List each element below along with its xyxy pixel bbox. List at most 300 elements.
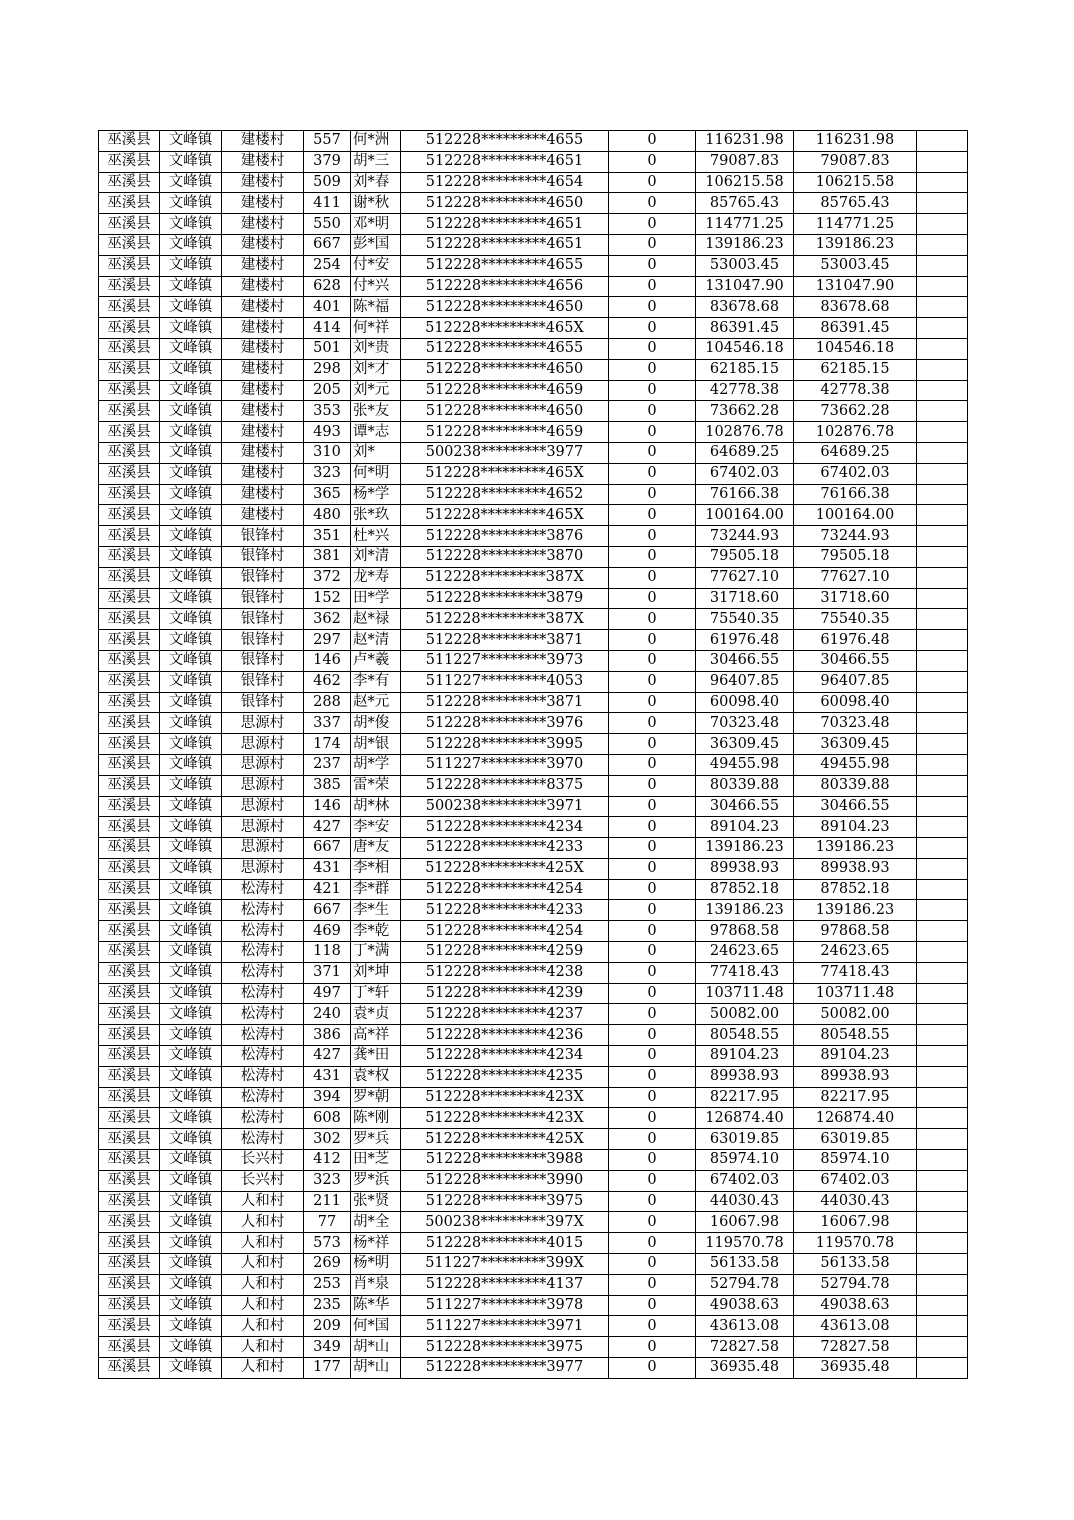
county-cell: 巫溪县 [99, 463, 160, 484]
amount-cell: 79505.18 [696, 546, 794, 567]
amount-zero-cell: 0 [609, 1004, 696, 1025]
amount-zero-cell: 0 [609, 463, 696, 484]
id-number-cell: 512228*********4233 [401, 900, 609, 921]
id-number-cell: 512228*********3976 [401, 713, 609, 734]
village-cell: 银锋村 [222, 671, 304, 692]
name-cell: 唐*友 [351, 838, 401, 859]
amount-zero-cell: 0 [609, 942, 696, 963]
id-number-cell: 512228*********387X [401, 567, 609, 588]
amount-zero-cell: 0 [609, 484, 696, 505]
id-number-cell: 511227*********4053 [401, 671, 609, 692]
remark-cell [917, 338, 968, 359]
area-cell: 177 [304, 1358, 351, 1379]
remark-cell [917, 713, 968, 734]
total-cell: 56133.58 [794, 1254, 917, 1275]
village-cell: 建楼村 [222, 338, 304, 359]
remark-cell [917, 838, 968, 859]
amount-zero-cell: 0 [609, 983, 696, 1004]
name-cell: 刘*贵 [351, 338, 401, 359]
remark-cell [917, 1004, 968, 1025]
amount-zero-cell: 0 [609, 422, 696, 443]
total-cell: 114771.25 [794, 214, 917, 235]
area-cell: 146 [304, 796, 351, 817]
remark-cell [917, 151, 968, 172]
county-cell: 巫溪县 [99, 942, 160, 963]
name-cell: 龚*田 [351, 1046, 401, 1067]
town-cell: 文峰镇 [160, 1274, 222, 1295]
town-cell: 文峰镇 [160, 338, 222, 359]
name-cell: 赵*禄 [351, 609, 401, 630]
county-cell: 巫溪县 [99, 214, 160, 235]
village-cell: 松涛村 [222, 1087, 304, 1108]
village-cell: 松涛村 [222, 1108, 304, 1129]
county-cell: 巫溪县 [99, 1337, 160, 1358]
town-cell: 文峰镇 [160, 1170, 222, 1191]
table-row [99, 734, 968, 755]
town-cell: 文峰镇 [160, 1066, 222, 1087]
area-cell: 431 [304, 1066, 351, 1087]
village-cell: 建楼村 [222, 359, 304, 380]
id-number-cell: 512228*********4659 [401, 422, 609, 443]
id-number-cell: 512228*********423X [401, 1087, 609, 1108]
total-cell: 64689.25 [794, 442, 917, 463]
county-cell: 巫溪县 [99, 1316, 160, 1337]
county-cell: 巫溪县 [99, 1150, 160, 1171]
amount-cell: 43613.08 [696, 1316, 794, 1337]
amount-cell: 73244.93 [696, 526, 794, 547]
table-row [99, 692, 968, 713]
id-number-cell: 512228*********465X [401, 505, 609, 526]
id-number-cell: 512228*********4235 [401, 1066, 609, 1087]
amount-cell: 61976.48 [696, 630, 794, 651]
amount-zero-cell: 0 [609, 1066, 696, 1087]
total-cell: 49038.63 [794, 1295, 917, 1316]
table-row [99, 754, 968, 775]
county-cell: 巫溪县 [99, 422, 160, 443]
amount-cell: 50082.00 [696, 1004, 794, 1025]
table-row [99, 1129, 968, 1150]
county-cell: 巫溪县 [99, 692, 160, 713]
id-number-cell: 512228*********4650 [401, 297, 609, 318]
town-cell: 文峰镇 [160, 505, 222, 526]
town-cell: 文峰镇 [160, 401, 222, 422]
total-cell: 89104.23 [794, 817, 917, 838]
name-cell: 张*玖 [351, 505, 401, 526]
town-cell: 文峰镇 [160, 255, 222, 276]
county-cell: 巫溪县 [99, 276, 160, 297]
area-cell: 237 [304, 754, 351, 775]
town-cell: 文峰镇 [160, 921, 222, 942]
area-cell: 298 [304, 359, 351, 380]
total-cell: 62185.15 [794, 359, 917, 380]
table-row [99, 713, 968, 734]
county-cell: 巫溪县 [99, 1274, 160, 1295]
total-cell: 31718.60 [794, 588, 917, 609]
amount-cell: 75540.35 [696, 609, 794, 630]
village-cell: 银锋村 [222, 588, 304, 609]
amount-zero-cell: 0 [609, 546, 696, 567]
remark-cell [917, 1212, 968, 1233]
remark-cell [917, 1358, 968, 1379]
village-cell: 思源村 [222, 734, 304, 755]
village-cell: 松涛村 [222, 1129, 304, 1150]
id-number-cell: 500238*********3977 [401, 442, 609, 463]
table-row [99, 1150, 968, 1171]
remark-cell [917, 276, 968, 297]
amount-zero-cell: 0 [609, 1129, 696, 1150]
remark-cell [917, 422, 968, 443]
name-cell: 刘*才 [351, 359, 401, 380]
id-number-cell: 511227*********3973 [401, 650, 609, 671]
area-cell: 501 [304, 338, 351, 359]
area-cell: 628 [304, 276, 351, 297]
amount-cell: 80339.88 [696, 775, 794, 796]
id-number-cell: 512228*********3977 [401, 1358, 609, 1379]
area-cell: 288 [304, 692, 351, 713]
area-cell: 550 [304, 214, 351, 235]
county-cell: 巫溪县 [99, 754, 160, 775]
area-cell: 379 [304, 151, 351, 172]
name-cell: 赵*元 [351, 692, 401, 713]
amount-cell: 63019.85 [696, 1129, 794, 1150]
total-cell: 104546.18 [794, 338, 917, 359]
total-cell: 103711.48 [794, 983, 917, 1004]
county-cell: 巫溪县 [99, 297, 160, 318]
remark-cell [917, 214, 968, 235]
id-number-cell: 512228*********4239 [401, 983, 609, 1004]
remark-cell [917, 650, 968, 671]
amount-zero-cell: 0 [609, 692, 696, 713]
remark-cell [917, 1066, 968, 1087]
village-cell: 思源村 [222, 838, 304, 859]
name-cell: 杨*祥 [351, 1233, 401, 1254]
table-row [99, 1004, 968, 1025]
id-number-cell: 512228*********4015 [401, 1233, 609, 1254]
area-cell: 493 [304, 422, 351, 443]
name-cell: 丁*满 [351, 942, 401, 963]
amount-cell: 70323.48 [696, 713, 794, 734]
amount-zero-cell: 0 [609, 817, 696, 838]
county-cell: 巫溪县 [99, 1066, 160, 1087]
name-cell: 刘*清 [351, 546, 401, 567]
amount-cell: 62185.15 [696, 359, 794, 380]
name-cell: 彭*国 [351, 234, 401, 255]
county-cell: 巫溪县 [99, 962, 160, 983]
id-number-cell: 512228*********4655 [401, 338, 609, 359]
table-row [99, 1025, 968, 1046]
area-cell: 323 [304, 463, 351, 484]
area-cell: 362 [304, 609, 351, 630]
county-cell: 巫溪县 [99, 650, 160, 671]
table-row [99, 879, 968, 900]
id-number-cell: 511227*********3970 [401, 754, 609, 775]
county-cell: 巫溪县 [99, 734, 160, 755]
remark-cell [917, 1170, 968, 1191]
area-cell: 667 [304, 900, 351, 921]
county-cell: 巫溪县 [99, 505, 160, 526]
amount-zero-cell: 0 [609, 650, 696, 671]
total-cell: 70323.48 [794, 713, 917, 734]
amount-zero-cell: 0 [609, 380, 696, 401]
town-cell: 文峰镇 [160, 1295, 222, 1316]
id-number-cell: 512228*********465X [401, 463, 609, 484]
amount-cell: 89938.93 [696, 858, 794, 879]
remark-cell [917, 1316, 968, 1337]
county-cell: 巫溪县 [99, 1004, 160, 1025]
name-cell: 龙*寿 [351, 567, 401, 588]
table-row [99, 359, 968, 380]
amount-zero-cell: 0 [609, 214, 696, 235]
id-number-cell: 512228*********3988 [401, 1150, 609, 1171]
id-number-cell: 500238*********397X [401, 1212, 609, 1233]
id-number-cell: 512228*********4654 [401, 172, 609, 193]
remark-cell [917, 193, 968, 214]
total-cell: 83678.68 [794, 297, 917, 318]
area-cell: 557 [304, 131, 351, 152]
total-cell: 43613.08 [794, 1316, 917, 1337]
amount-zero-cell: 0 [609, 1108, 696, 1129]
table-row [99, 1358, 968, 1379]
table-row [99, 671, 968, 692]
area-cell: 235 [304, 1295, 351, 1316]
remark-cell [917, 297, 968, 318]
area-cell: 411 [304, 193, 351, 214]
county-cell: 巫溪县 [99, 775, 160, 796]
town-cell: 文峰镇 [160, 817, 222, 838]
county-cell: 巫溪县 [99, 588, 160, 609]
village-cell: 人和村 [222, 1337, 304, 1358]
remark-cell [917, 942, 968, 963]
town-cell: 文峰镇 [160, 1337, 222, 1358]
county-cell: 巫溪县 [99, 609, 160, 630]
area-cell: 414 [304, 318, 351, 339]
name-cell: 张*贤 [351, 1191, 401, 1212]
total-cell: 80339.88 [794, 775, 917, 796]
id-number-cell: 512228*********4656 [401, 276, 609, 297]
town-cell: 文峰镇 [160, 442, 222, 463]
remark-cell [917, 692, 968, 713]
county-cell: 巫溪县 [99, 1191, 160, 1212]
town-cell: 文峰镇 [160, 734, 222, 755]
total-cell: 87852.18 [794, 879, 917, 900]
amount-zero-cell: 0 [609, 630, 696, 651]
amount-zero-cell: 0 [609, 609, 696, 630]
amount-cell: 56133.58 [696, 1254, 794, 1275]
area-cell: 667 [304, 838, 351, 859]
amount-cell: 60098.40 [696, 692, 794, 713]
id-number-cell: 512228*********4238 [401, 962, 609, 983]
area-cell: 310 [304, 442, 351, 463]
total-cell: 73244.93 [794, 526, 917, 547]
county-cell: 巫溪县 [99, 359, 160, 380]
name-cell: 陈*福 [351, 297, 401, 318]
table-row [99, 858, 968, 879]
area-cell: 269 [304, 1254, 351, 1275]
remark-cell [917, 1254, 968, 1275]
table-body [99, 131, 968, 1379]
name-cell: 胡*全 [351, 1212, 401, 1233]
amount-zero-cell: 0 [609, 526, 696, 547]
amount-cell: 119570.78 [696, 1233, 794, 1254]
table-row [99, 796, 968, 817]
village-cell: 人和村 [222, 1254, 304, 1275]
amount-cell: 77627.10 [696, 567, 794, 588]
total-cell: 79505.18 [794, 546, 917, 567]
id-number-cell: 512228*********4137 [401, 1274, 609, 1295]
remark-cell [917, 401, 968, 422]
remark-cell [917, 817, 968, 838]
area-cell: 209 [304, 1316, 351, 1337]
name-cell: 陈*刚 [351, 1108, 401, 1129]
amount-zero-cell: 0 [609, 234, 696, 255]
amount-cell: 139186.23 [696, 900, 794, 921]
amount-zero-cell: 0 [609, 900, 696, 921]
id-number-cell: 512228*********4651 [401, 214, 609, 235]
total-cell: 36935.48 [794, 1358, 917, 1379]
amount-zero-cell: 0 [609, 172, 696, 193]
county-cell: 巫溪县 [99, 1046, 160, 1067]
remark-cell [917, 255, 968, 276]
amount-cell: 85765.43 [696, 193, 794, 214]
name-cell: 李*生 [351, 900, 401, 921]
table-row [99, 422, 968, 443]
remark-cell [917, 1046, 968, 1067]
town-cell: 文峰镇 [160, 692, 222, 713]
name-cell: 谢*秋 [351, 193, 401, 214]
total-cell: 49455.98 [794, 754, 917, 775]
name-cell: 付*安 [351, 255, 401, 276]
area-cell: 394 [304, 1087, 351, 1108]
table-row [99, 1212, 968, 1233]
name-cell: 罗*朝 [351, 1087, 401, 1108]
town-cell: 文峰镇 [160, 546, 222, 567]
county-cell: 巫溪县 [99, 1358, 160, 1379]
id-number-cell: 512228*********4655 [401, 255, 609, 276]
village-cell: 银锋村 [222, 609, 304, 630]
amount-cell: 103711.48 [696, 983, 794, 1004]
remark-cell [917, 1191, 968, 1212]
remark-cell [917, 1150, 968, 1171]
total-cell: 89104.23 [794, 1046, 917, 1067]
village-cell: 建楼村 [222, 193, 304, 214]
village-cell: 建楼村 [222, 380, 304, 401]
village-cell: 长兴村 [222, 1170, 304, 1191]
remark-cell [917, 1295, 968, 1316]
amount-cell: 49455.98 [696, 754, 794, 775]
village-cell: 人和村 [222, 1212, 304, 1233]
area-cell: 431 [304, 858, 351, 879]
village-cell: 思源村 [222, 858, 304, 879]
county-cell: 巫溪县 [99, 401, 160, 422]
area-cell: 509 [304, 172, 351, 193]
county-cell: 巫溪县 [99, 131, 160, 152]
name-cell: 卢*羲 [351, 650, 401, 671]
table-row [99, 921, 968, 942]
town-cell: 文峰镇 [160, 276, 222, 297]
amount-zero-cell: 0 [609, 1046, 696, 1067]
remark-cell [917, 879, 968, 900]
id-number-cell: 512228*********3975 [401, 1191, 609, 1212]
id-number-cell: 512228*********4650 [401, 359, 609, 380]
total-cell: 89938.93 [794, 858, 917, 879]
table-row [99, 1254, 968, 1275]
amount-cell: 72827.58 [696, 1337, 794, 1358]
area-cell: 412 [304, 1150, 351, 1171]
id-number-cell: 512228*********4254 [401, 879, 609, 900]
town-cell: 文峰镇 [160, 463, 222, 484]
total-cell: 24623.65 [794, 942, 917, 963]
table-row [99, 526, 968, 547]
town-cell: 文峰镇 [160, 838, 222, 859]
table-row [99, 775, 968, 796]
county-cell: 巫溪县 [99, 526, 160, 547]
table-row [99, 131, 968, 152]
table-row [99, 380, 968, 401]
total-cell: 80548.55 [794, 1025, 917, 1046]
county-cell: 巫溪县 [99, 983, 160, 1004]
amount-cell: 82217.95 [696, 1087, 794, 1108]
amount-cell: 102876.78 [696, 422, 794, 443]
amount-cell: 64689.25 [696, 442, 794, 463]
name-cell: 杨*明 [351, 1254, 401, 1275]
town-cell: 文峰镇 [160, 1004, 222, 1025]
name-cell: 罗*浜 [351, 1170, 401, 1191]
id-number-cell: 512228*********3871 [401, 692, 609, 713]
name-cell: 刘*春 [351, 172, 401, 193]
amount-cell: 16067.98 [696, 1212, 794, 1233]
total-cell: 82217.95 [794, 1087, 917, 1108]
amount-cell: 67402.03 [696, 463, 794, 484]
table-row [99, 1191, 968, 1212]
town-cell: 文峰镇 [160, 630, 222, 651]
id-number-cell: 512228*********4236 [401, 1025, 609, 1046]
remark-cell [917, 588, 968, 609]
county-cell: 巫溪县 [99, 484, 160, 505]
town-cell: 文峰镇 [160, 567, 222, 588]
id-number-cell: 512228*********4234 [401, 1046, 609, 1067]
area-cell: 211 [304, 1191, 351, 1212]
id-number-cell: 511227*********399X [401, 1254, 609, 1275]
total-cell: 85765.43 [794, 193, 917, 214]
remark-cell [917, 921, 968, 942]
amount-cell: 96407.85 [696, 671, 794, 692]
name-cell: 胡*山 [351, 1358, 401, 1379]
total-cell: 36309.45 [794, 734, 917, 755]
area-cell: 152 [304, 588, 351, 609]
amount-zero-cell: 0 [609, 151, 696, 172]
amount-cell: 31718.60 [696, 588, 794, 609]
area-cell: 573 [304, 1233, 351, 1254]
table-row [99, 900, 968, 921]
village-cell: 建楼村 [222, 276, 304, 297]
name-cell: 何*明 [351, 463, 401, 484]
total-cell: 79087.83 [794, 151, 917, 172]
area-cell: 323 [304, 1170, 351, 1191]
name-cell: 邓*明 [351, 214, 401, 235]
amount-cell: 89104.23 [696, 1046, 794, 1067]
area-cell: 240 [304, 1004, 351, 1025]
id-number-cell: 512228*********4651 [401, 234, 609, 255]
county-cell: 巫溪县 [99, 1170, 160, 1191]
id-number-cell: 512228*********4650 [401, 193, 609, 214]
town-cell: 文峰镇 [160, 588, 222, 609]
amount-zero-cell: 0 [609, 401, 696, 422]
town-cell: 文峰镇 [160, 1150, 222, 1171]
area-cell: 372 [304, 567, 351, 588]
name-cell: 胡*学 [351, 754, 401, 775]
area-cell: 480 [304, 505, 351, 526]
village-cell: 松涛村 [222, 1046, 304, 1067]
